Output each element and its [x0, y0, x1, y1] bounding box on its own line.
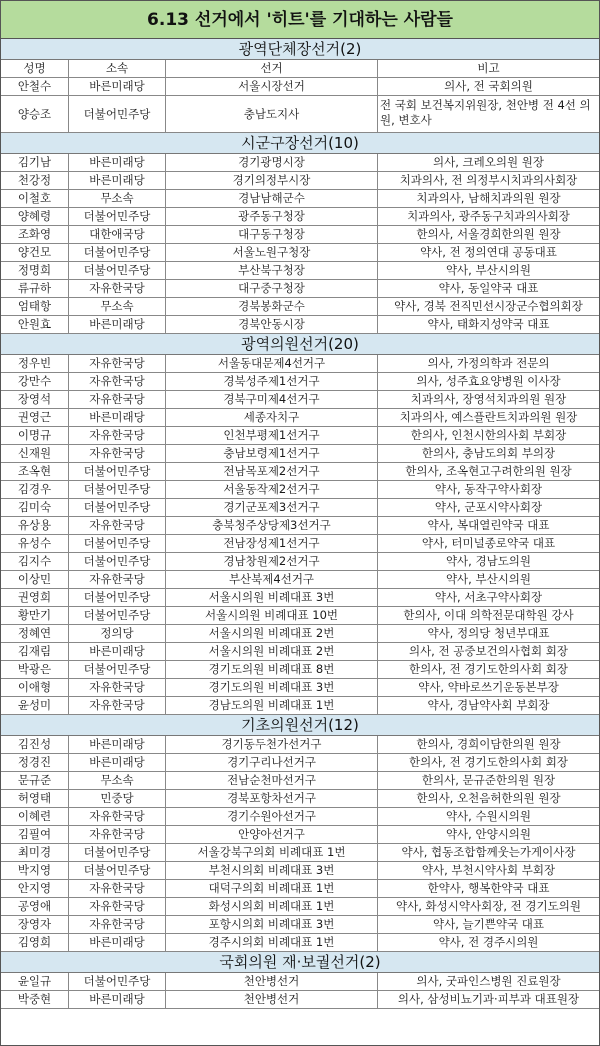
cell-election: 경북봉화군수 — [166, 298, 378, 315]
cell-name: 안원효 — [1, 316, 69, 333]
table-row — [1, 571, 599, 589]
cell-party: 바른미래당 — [69, 754, 166, 771]
table-row — [1, 535, 599, 553]
table-row — [1, 607, 599, 625]
table-row — [1, 625, 599, 643]
cell-note: 약사, 약바로쓰기운동본부장 — [418, 680, 559, 694]
table-row — [1, 826, 599, 844]
cell-election: 전남장성제1선거구 — [166, 535, 378, 552]
cell-election: 대덕구의회 비례대표 1번 — [166, 880, 378, 897]
cell-election: 경기광명시장 — [166, 154, 378, 171]
cell-note: 약사, 경남도의원 — [445, 554, 532, 568]
cell-name: 천강정 — [1, 172, 69, 189]
table-row — [1, 96, 599, 133]
cell-election: 경주시의회 비례대표 1번 — [166, 934, 378, 951]
table-row — [1, 499, 599, 517]
cell-note: 약사, 늘기쁜약국 대표 — [433, 917, 544, 931]
cell-party: 자유한국당 — [69, 880, 166, 897]
cell-name: 이혜련 — [1, 808, 69, 825]
cell-election: 광주동구청장 — [166, 208, 378, 225]
cell-note: 한의사, 경희이담한의원 원장 — [416, 737, 561, 751]
table-row — [1, 697, 599, 715]
cell-name: 정명희 — [1, 262, 69, 279]
cell-note: 한의사, 문규준한의원 원장 — [421, 773, 556, 787]
table-row — [1, 463, 599, 481]
cell-election: 서울동대문제4선거구 — [166, 355, 378, 372]
cell-note: 치과의사, 전 의정부시치과의사회장 — [399, 173, 578, 187]
cell-note: 한약사, 행복한약국 대표 — [427, 881, 550, 895]
cell-election: 서울강북구의회 비례대표 1번 — [166, 844, 378, 861]
cell-party: 자유한국당 — [69, 517, 166, 534]
cell-election: 경북성주제1선거구 — [166, 373, 378, 390]
cell-election: 경기도의원 비례대표 3번 — [166, 679, 378, 696]
cell-name: 양혜령 — [1, 208, 69, 225]
cell-party: 자유한국당 — [69, 427, 166, 444]
cell-election: 경기구리나선거구 — [166, 754, 378, 771]
cell-note: 약사, 동일약국 대표 — [438, 281, 539, 295]
cell-note: 약사, 터미널종로약국 대표 — [421, 536, 556, 550]
cell-note: 약사, 화성시약사회장, 전 경기도의원 — [396, 899, 581, 913]
cell-name: 정경진 — [1, 754, 69, 771]
table-row — [1, 517, 599, 535]
cell-party: 자유한국당 — [69, 898, 166, 915]
cell-name: 엄태항 — [1, 298, 69, 315]
section-heading: 시군구장선거(10) — [1, 133, 599, 154]
cell-note: 의사, 가정의학과 전문의 — [427, 356, 550, 370]
table-row — [1, 589, 599, 607]
cell-name: 권영근 — [1, 409, 69, 426]
cell-name: 신재원 — [1, 445, 69, 462]
table-row — [1, 262, 599, 280]
cell-name: 박중현 — [1, 991, 69, 1008]
table-row — [1, 316, 599, 334]
cell-note: 약사, 경북 전직민선시장군수협의회장 — [394, 299, 583, 313]
cell-note: 의사, 삼성비뇨기과·피부과 대표원장 — [397, 992, 580, 1006]
cell-note: 치과의사, 남해치과의원 원장 — [416, 191, 561, 205]
cell-party: 자유한국당 — [69, 280, 166, 297]
cell-election: 서울시의원 비례대표 2번 — [166, 643, 378, 660]
cell-name: 김경우 — [1, 481, 69, 498]
cell-note: 의사, 크레오의원 원장 — [433, 155, 544, 169]
cell-party: 바른미래당 — [69, 172, 166, 189]
cell-party: 자유한국당 — [69, 571, 166, 588]
table-row — [1, 226, 599, 244]
cell-name: 김지수 — [1, 553, 69, 570]
cell-party: 자유한국당 — [69, 355, 166, 372]
table-row — [1, 244, 599, 262]
cell-name: 유성수 — [1, 535, 69, 552]
cell-party: 자유한국당 — [69, 826, 166, 843]
cell-election: 서울시의원 비례대표 3번 — [166, 589, 378, 606]
cell-name: 김영희 — [1, 934, 69, 951]
cell-election: 전남목포제2선거구 — [166, 463, 378, 480]
cell-name: 박지영 — [1, 862, 69, 879]
cell-party: 더불어민주당 — [69, 463, 166, 480]
cell-election: 경기동두천가선거구 — [166, 736, 378, 753]
cell-party: 바른미래당 — [69, 154, 166, 171]
cell-election: 경북구미제4선거구 — [166, 391, 378, 408]
cell-election: 경기도의원 비례대표 8번 — [166, 661, 378, 678]
cell-name: 양건모 — [1, 244, 69, 261]
cell-election: 전남순천마선거구 — [166, 772, 378, 789]
cell-note: 의사, 전 공중보건의사협회 회장 — [408, 644, 569, 658]
cell-election: 충북청주상당제3선거구 — [166, 517, 378, 534]
cell-name: 양승조 — [1, 96, 69, 132]
table-row — [1, 280, 599, 298]
table-row — [1, 679, 599, 697]
table-row — [1, 78, 599, 96]
cell-party: 더불어민주당 — [69, 589, 166, 606]
cell-note: 의사, 전 국회의원 — [444, 79, 533, 93]
cell-note: 전 국회 보건복지위원장, 천안병 전 4선 의원, 변호사 — [380, 98, 591, 127]
cell-election: 서울노원구청장 — [166, 244, 378, 261]
cell-name: 정혜연 — [1, 625, 69, 642]
cell-party: 정의당 — [69, 625, 166, 642]
cell-election: 부산북구청장 — [166, 262, 378, 279]
cell-name: 박광은 — [1, 661, 69, 678]
table-row — [1, 808, 599, 826]
cell-party: 더불어민주당 — [69, 661, 166, 678]
cell-name: 권영희 — [1, 589, 69, 606]
cell-name: 이애형 — [1, 679, 69, 696]
cell-name: 이상민 — [1, 571, 69, 588]
table-row — [1, 208, 599, 226]
table-row — [1, 298, 599, 316]
cell-name: 윤일규 — [1, 973, 69, 990]
cell-party: 무소속 — [69, 190, 166, 207]
cell-name: 공영애 — [1, 898, 69, 915]
cell-party: 더불어민주당 — [69, 244, 166, 261]
cell-election: 포항시의회 비례대표 3번 — [166, 916, 378, 933]
cell-note: 약사, 수원시의원 — [445, 809, 532, 823]
table-row — [1, 190, 599, 208]
cell-party: 바른미래당 — [69, 736, 166, 753]
cell-name: 문규준 — [1, 772, 69, 789]
cell-note: 약사, 안양시의원 — [445, 827, 532, 841]
cell-party: 자유한국당 — [69, 697, 166, 714]
table-row — [1, 154, 599, 172]
cell-election: 천안병선거 — [166, 991, 378, 1008]
cell-name: 정우빈 — [1, 355, 69, 372]
cell-name: 최미경 — [1, 844, 69, 861]
cell-election: 부산북제4선거구 — [166, 571, 378, 588]
cell-name: 성명 — [1, 60, 69, 77]
cell-name: 강만수 — [1, 373, 69, 390]
cell-name: 김진성 — [1, 736, 69, 753]
cell-note: 한의사, 전 경기도한의사회 회장 — [408, 755, 569, 769]
cell-party: 더불어민주당 — [69, 553, 166, 570]
cell-party: 자유한국당 — [69, 391, 166, 408]
cell-party: 더불어민주당 — [69, 481, 166, 498]
cell-election: 서울동작제2선거구 — [166, 481, 378, 498]
cell-note: 한의사, 충남도의회 부의장 — [421, 446, 556, 460]
cell-party: 자유한국당 — [69, 679, 166, 696]
cell-note: 한의사, 오천음허한의원 원장 — [416, 791, 561, 805]
cell-election: 대구동구청장 — [166, 226, 378, 243]
cell-party: 자유한국당 — [69, 373, 166, 390]
cell-election: 선거 — [166, 60, 378, 77]
table-body — [1, 39, 599, 1009]
cell-election: 경남창원제2선거구 — [166, 553, 378, 570]
cell-note: 약사, 정의당 청년부대표 — [427, 626, 550, 640]
cell-party: 대한애국당 — [69, 226, 166, 243]
cell-party: 더불어민주당 — [69, 262, 166, 279]
table-row — [1, 643, 599, 661]
table-row — [1, 772, 599, 790]
cell-note: 한의사, 전 경기도한의사회 회장 — [408, 662, 569, 676]
table-row — [1, 661, 599, 679]
cell-name: 김미숙 — [1, 499, 69, 516]
cell-party: 민중당 — [69, 790, 166, 807]
cell-party: 바른미래당 — [69, 934, 166, 951]
table-row — [1, 445, 599, 463]
cell-note: 비고 — [477, 61, 500, 75]
cell-election: 경남남해군수 — [166, 190, 378, 207]
cell-party: 더불어민주당 — [69, 607, 166, 624]
cell-party: 더불어민주당 — [69, 96, 166, 132]
cell-name: 김필여 — [1, 826, 69, 843]
cell-name: 김재림 — [1, 643, 69, 660]
cell-election: 경남도의원 비례대표 1번 — [166, 697, 378, 714]
cell-note: 약사, 복대열린약국 대표 — [427, 518, 550, 532]
cell-party: 무소속 — [69, 298, 166, 315]
table-row — [1, 898, 599, 916]
cell-name: 이철호 — [1, 190, 69, 207]
table-row — [1, 844, 599, 862]
cell-election: 안양아선거구 — [166, 826, 378, 843]
cell-name: 장영석 — [1, 391, 69, 408]
cell-note: 약사, 협동조합함께웃는가게이사장 — [401, 845, 576, 859]
cell-party: 더불어민주당 — [69, 844, 166, 861]
cell-note: 약사, 서초구약사회장 — [434, 590, 543, 604]
cell-name: 허영태 — [1, 790, 69, 807]
cell-name: 안철수 — [1, 78, 69, 95]
cell-election: 화성시의회 비례대표 1번 — [166, 898, 378, 915]
cell-election: 대구중구청장 — [166, 280, 378, 297]
cell-election: 경북안동시장 — [166, 316, 378, 333]
cell-name: 조화영 — [1, 226, 69, 243]
table-row — [1, 481, 599, 499]
cell-election: 충남도지사 — [166, 96, 378, 132]
table-row — [1, 934, 599, 952]
cell-election: 부천시의회 비례대표 3번 — [166, 862, 378, 879]
table-row — [1, 172, 599, 190]
cell-note: 약사, 태화지성약국 대표 — [427, 317, 550, 331]
cell-note: 약사, 군포시약사회장 — [434, 500, 543, 514]
cell-election: 서울시장선거 — [166, 78, 378, 95]
cell-election: 서울시의원 비례대표 2번 — [166, 625, 378, 642]
table-row — [1, 355, 599, 373]
table-row — [1, 553, 599, 571]
cell-election: 서울시의원 비례대표 10번 — [166, 607, 378, 624]
cell-party: 바른미래당 — [69, 409, 166, 426]
cell-note: 한의사, 조옥현고구려한의원 원장 — [405, 464, 572, 478]
cell-party: 더불어민주당 — [69, 862, 166, 879]
cell-note: 한의사, 인천시한의사회 부회장 — [410, 428, 567, 442]
cell-note: 약사, 전 정의연대 공동대표 — [420, 245, 557, 259]
cell-note: 치과의사, 예스플란트치과의원 원장 — [399, 410, 578, 424]
cell-name: 안지영 — [1, 880, 69, 897]
cell-party: 더불어민주당 — [69, 973, 166, 990]
cell-name: 조옥현 — [1, 463, 69, 480]
cell-election: 경기수원아선거구 — [166, 808, 378, 825]
table-row — [1, 916, 599, 934]
cell-party: 바른미래당 — [69, 316, 166, 333]
section-heading: 광역단체장선거(2) — [1, 39, 599, 60]
section-heading: 국회의원 재·보궐선거(2) — [1, 952, 599, 973]
cell-name: 김기남 — [1, 154, 69, 171]
cell-election: 인천부평제1선거구 — [166, 427, 378, 444]
cell-name: 류규하 — [1, 280, 69, 297]
table-row — [1, 373, 599, 391]
table-row — [1, 880, 599, 898]
table-row — [1, 862, 599, 880]
cell-party: 더불어민주당 — [69, 535, 166, 552]
table-row — [1, 736, 599, 754]
column-header-row — [1, 60, 599, 78]
cell-name: 윤성미 — [1, 697, 69, 714]
cell-party: 자유한국당 — [69, 445, 166, 462]
cell-note: 의사, 굿파인스병원 진료원장 — [416, 974, 561, 988]
table-row — [1, 991, 599, 1009]
section-heading: 기초의원선거(12) — [1, 715, 599, 736]
cell-name: 유상용 — [1, 517, 69, 534]
cell-note: 약사, 전 경주시의원 — [438, 935, 539, 949]
cell-party: 바른미래당 — [69, 78, 166, 95]
cell-party: 더불어민주당 — [69, 208, 166, 225]
cell-election: 경기의정부시장 — [166, 172, 378, 189]
cell-election: 충남보령제1선거구 — [166, 445, 378, 462]
cell-party: 소속 — [69, 60, 166, 77]
cell-note: 치과의사, 광주동구치과의사회장 — [407, 209, 570, 223]
cell-election: 세종자치구 — [166, 409, 378, 426]
cell-note: 의사, 성주효요양병원 이사장 — [416, 374, 561, 388]
cell-name: 장영자 — [1, 916, 69, 933]
cell-note: 치과의사, 장영석치과의원 원장 — [410, 392, 567, 406]
cell-party: 자유한국당 — [69, 916, 166, 933]
table-row — [1, 427, 599, 445]
cell-party: 자유한국당 — [69, 808, 166, 825]
cell-party: 바른미래당 — [69, 991, 166, 1008]
table-row — [1, 391, 599, 409]
table-title: 6.13 선거에서 '히트'를 기대하는 사람들 — [1, 1, 599, 39]
cell-note: 한의사, 서울경희한의원 원장 — [416, 227, 561, 241]
table-row — [1, 790, 599, 808]
table-row — [1, 973, 599, 991]
section-heading: 광역의원선거(20) — [1, 334, 599, 355]
cell-name: 황만기 — [1, 607, 69, 624]
table-row — [1, 754, 599, 772]
cell-party: 무소속 — [69, 772, 166, 789]
cell-name: 이명규 — [1, 427, 69, 444]
cell-note: 약사, 동작구약사회장 — [434, 482, 543, 496]
cell-note: 한의사, 이대 의학전문대학원 강사 — [403, 608, 574, 622]
cell-election: 천안병선거 — [166, 973, 378, 990]
cell-party: 바른미래당 — [69, 643, 166, 660]
cell-note: 약사, 부산시의원 — [445, 572, 532, 586]
cell-election: 경기군포제3선거구 — [166, 499, 378, 516]
cell-note: 약사, 부산시의원 — [445, 263, 532, 277]
cell-party: 더불어민주당 — [69, 499, 166, 516]
cell-note: 약사, 경남약사회 부회장 — [427, 698, 550, 712]
cell-election: 경북포항차선거구 — [166, 790, 378, 807]
table-row — [1, 409, 599, 427]
cell-note: 약사, 부천시약사회 부회장 — [421, 863, 556, 877]
